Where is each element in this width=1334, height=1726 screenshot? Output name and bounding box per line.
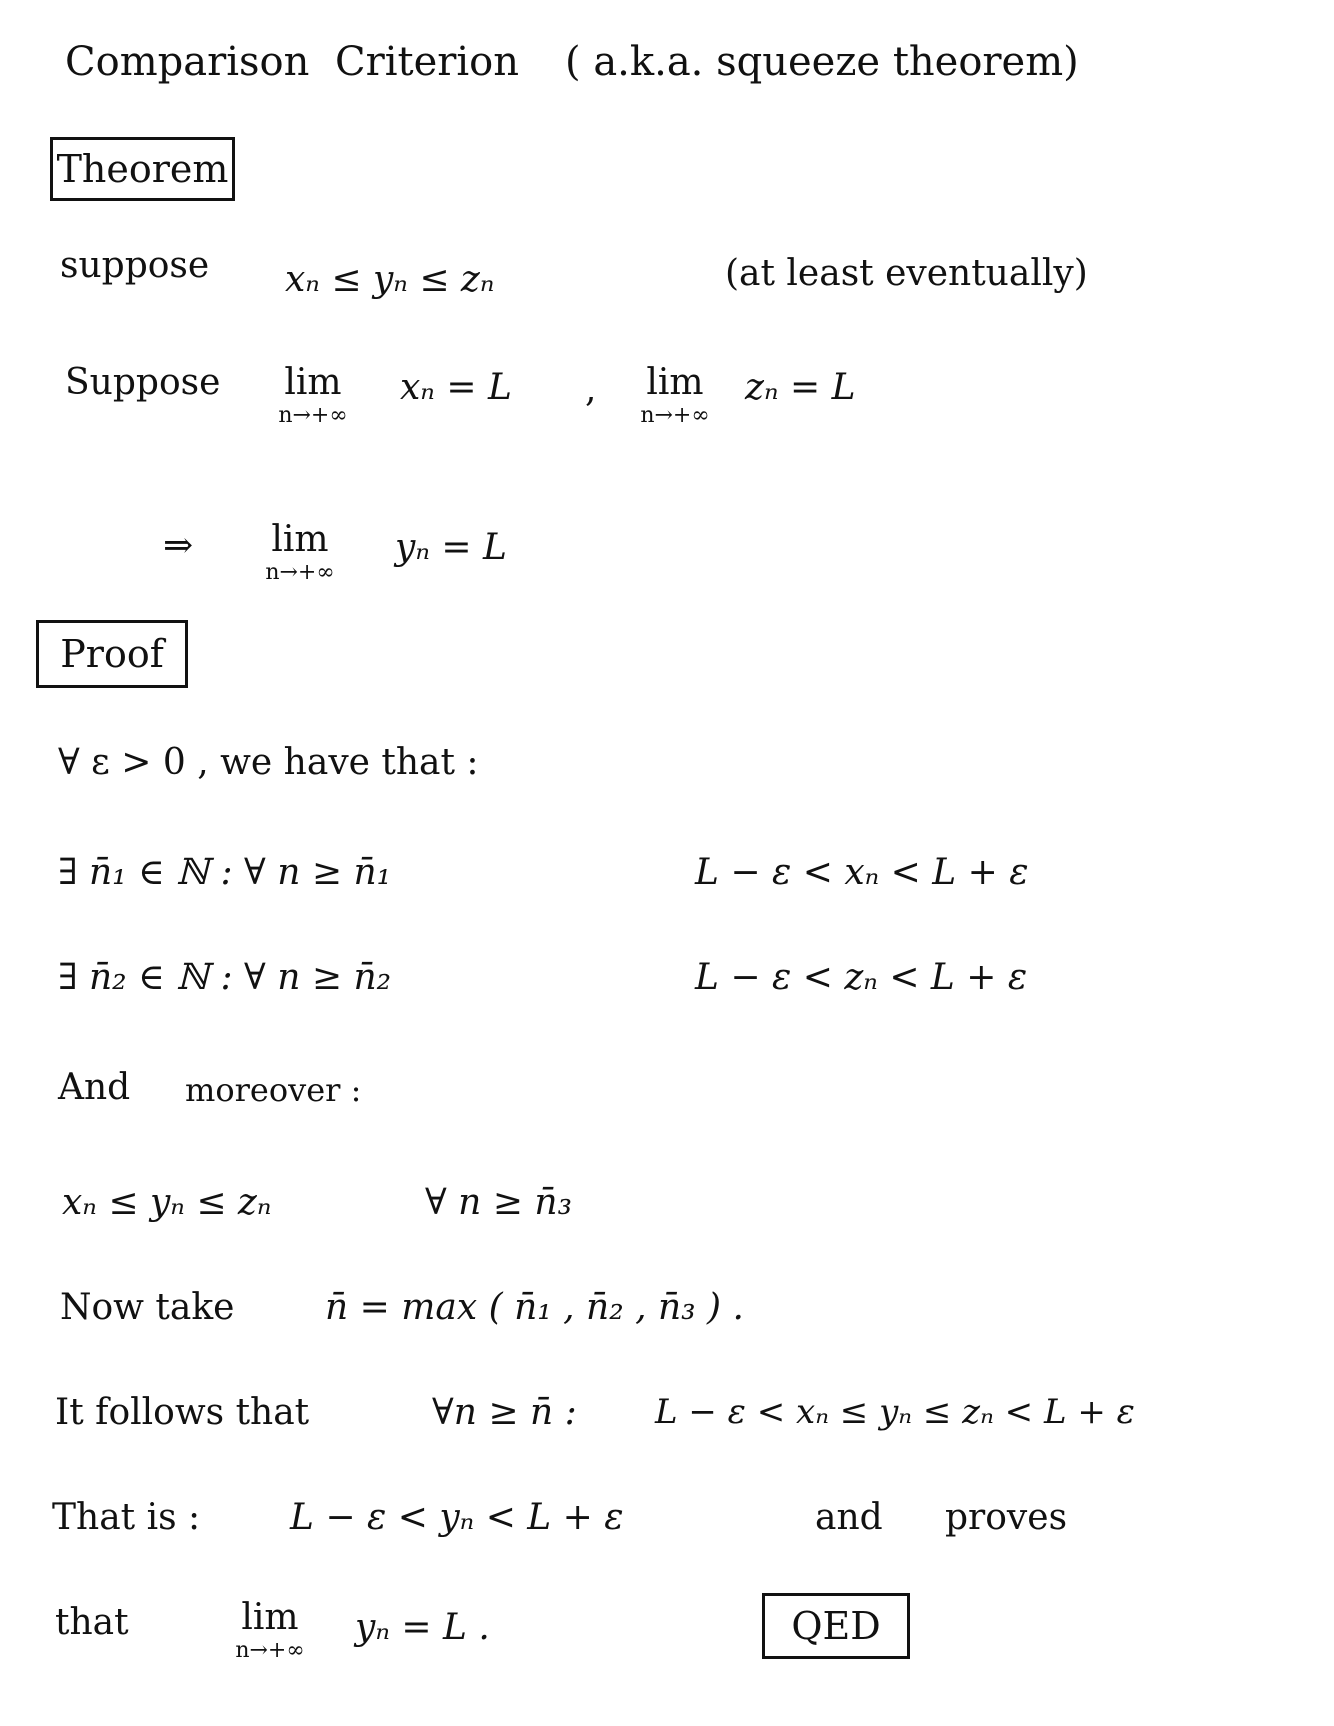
theorem-inequality: xₙ ≤ yₙ ≤ zₙ: [285, 259, 495, 300]
theorem-box: [50, 137, 235, 201]
lim-z-word: lim: [646, 362, 704, 403]
lim-z: [620, 362, 730, 428]
lim-y-sub: n→+∞: [265, 560, 335, 585]
proof-that-is: That is :: [52, 1497, 201, 1538]
title-comparison: Comparison: [65, 39, 310, 85]
proof-and: And: [58, 1067, 131, 1108]
theorem-suppose-1: suppose: [60, 245, 210, 286]
proof-for-all-n: ∀n ≥ n̄ :: [432, 1392, 577, 1433]
proof-box: [36, 620, 188, 688]
title-aka: ( a.k.a. squeeze theorem): [565, 39, 1079, 85]
proof-line-epsilon: ∀ ε > 0 , we have that :: [58, 742, 479, 783]
lim-y-word: lim: [271, 519, 329, 560]
proof-follows: It follows that: [55, 1392, 310, 1433]
proof-full-chain: L − ε < xₙ ≤ yₙ ≤ zₙ < L + ε: [655, 1392, 1135, 1432]
proof-line-x-bound: L − ε < xₙ < L + ε: [695, 852, 1029, 893]
proof-final-expr: yₙ = L .: [355, 1607, 490, 1648]
proof-that: that: [55, 1602, 129, 1643]
lim-x-expr: xₙ = L: [400, 367, 512, 408]
theorem-label: Theorem: [56, 147, 229, 191]
lim-final-sub: n→+∞: [235, 1638, 305, 1663]
proof-line-n2: ∃ n̄₂ ∈ ℕ : ∀ n ≥ n̄₂: [58, 957, 392, 998]
proof-and-2: and: [815, 1497, 883, 1538]
proof-y-bound: L − ε < yₙ < L + ε: [290, 1497, 624, 1538]
lim-y: [250, 519, 350, 585]
proof-proves: proves: [945, 1497, 1068, 1538]
title-criterion: Criterion: [335, 39, 520, 85]
proof-now-take: Now take: [60, 1287, 235, 1328]
lim-comma: ,: [585, 369, 597, 410]
qed-label: QED: [791, 1604, 881, 1648]
implies-arrow: ⇒: [163, 525, 194, 566]
theorem-eventually-note: (at least eventually): [725, 253, 1088, 294]
lim-z-sub: n→+∞: [640, 403, 710, 428]
proof-line-squeeze: xₙ ≤ yₙ ≤ zₙ: [62, 1182, 272, 1223]
lim-final-word: lim: [241, 1597, 299, 1638]
proof-line-n1: ∃ n̄₁ ∈ ℕ : ∀ n ≥ n̄₁: [58, 852, 392, 893]
lim-z-expr: zₙ = L: [745, 367, 856, 408]
qed-box: [762, 1593, 910, 1659]
lim-final: [215, 1597, 325, 1663]
theorem-suppose-2: Suppose: [65, 362, 221, 403]
lim-x: [268, 362, 358, 428]
proof-moreover: moreover :: [185, 1071, 362, 1109]
lim-x-sub: n→+∞: [278, 403, 348, 428]
proof-max-expr: n̄ = max ( n̄₁ , n̄₂ , n̄₃ ) .: [325, 1287, 744, 1328]
proof-label: Proof: [60, 632, 164, 676]
proof-line-z-bound: L − ε < zₙ < L + ε: [695, 957, 1028, 998]
proof-line-n3: ∀ n ≥ n̄₃: [425, 1182, 573, 1223]
conclusion-expr: yₙ = L: [395, 527, 507, 568]
lim-x-word: lim: [284, 362, 342, 403]
